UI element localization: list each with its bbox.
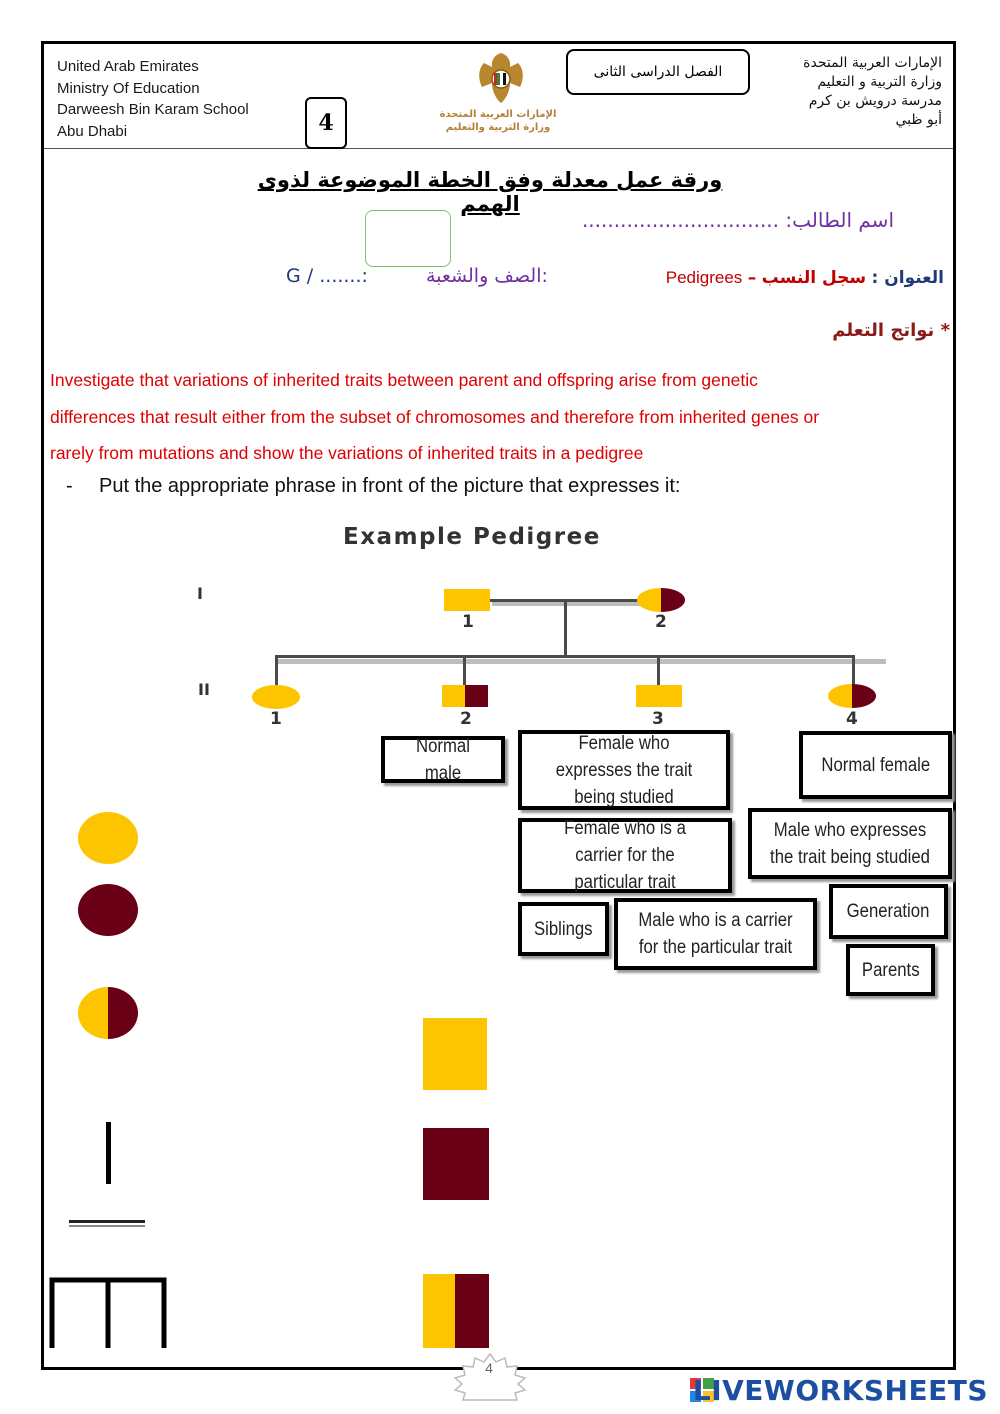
address-line-country: United Arab Emirates — [57, 58, 199, 75]
symbol-generation-line — [106, 1122, 111, 1184]
symbol-affected-male — [423, 1128, 489, 1200]
student-name-label: اسم الطالب: — [785, 208, 894, 232]
symbol-carrier-female — [76, 985, 140, 1041]
gen2-number-2: 2 — [460, 709, 472, 729]
address-line-ministry: Ministry Of Education — [57, 79, 200, 97]
phrase-card-male-expresses[interactable] — [748, 808, 952, 879]
english-address — [57, 56, 249, 142]
arabic-address-line: أبو ظبي — [895, 112, 942, 128]
learning-outcomes-heading: * نواتج التعلم — [832, 320, 950, 341]
topic-row — [666, 268, 944, 288]
student-name-blank[interactable]: ............................... — [581, 208, 780, 232]
phrase-card-female-expresses[interactable] — [518, 730, 730, 810]
line-shadow — [278, 659, 886, 664]
arabic-address — [803, 54, 942, 130]
uae-emblem-icon — [472, 49, 530, 107]
topic-label: العنوان : — [871, 268, 944, 288]
phrase-card-label: Female who expresses the trait being studied — [555, 732, 693, 808]
address-line-city: Abu Dhabi — [57, 122, 128, 140]
pedigree-title: Example Pedigree — [343, 524, 601, 550]
sibship-line — [275, 655, 855, 658]
phrase-card-siblings[interactable] — [518, 902, 609, 956]
arabic-address-line: مدرسة درويش بن كرم — [808, 93, 942, 109]
arabic-address-line: وزارة التربية و التعليم — [817, 74, 942, 90]
gen2-female-normal — [252, 685, 300, 709]
gen2-male-normal — [636, 685, 682, 707]
phrase-card-label: Normal female — [821, 754, 930, 776]
phrase-card-normal-male[interactable] — [381, 736, 505, 783]
footer-page-number: 4 — [485, 1360, 493, 1376]
objective-line: Investigate that variations of inherited traits between parent and offspring arise from genetic — [50, 370, 758, 390]
child-line-1 — [275, 655, 278, 687]
liveworksheets-brand[interactable]: LIVEWORKSHEETS — [692, 1374, 988, 1407]
topic-arabic: سجل النسب — [761, 268, 867, 288]
symbol-normal-male — [423, 1018, 487, 1090]
gen2-number-3: 3 — [652, 709, 664, 729]
symbol-mating-line — [69, 1220, 145, 1223]
worksheet-title: ورقة عمل معدلة وفق الخطة الموضوعة لذوى الهمم — [257, 168, 723, 216]
emblem-caption-line: وزارة التربية والتعليم — [445, 122, 551, 133]
gen1-female-carrier — [637, 588, 685, 612]
phrase-card-label: Male who expresses the trait being studied — [770, 819, 930, 868]
gen2-male-carrier — [442, 685, 488, 707]
phrase-card-label: Siblings — [534, 918, 593, 940]
generation-label-1: I — [197, 584, 203, 603]
generation-label-2: II — [198, 680, 210, 699]
phrase-card-label: Normal male — [416, 735, 470, 784]
instruction — [66, 475, 680, 498]
instruction-text: Put the appropriate phrase in front of the picture that expresses it: — [99, 475, 681, 497]
phrase-card-label: Parents — [861, 959, 920, 981]
arabic-address-line: الإمارات العربية المتحدة — [803, 55, 942, 71]
gen1-male-normal — [444, 589, 490, 611]
gen1-number-2: 2 — [655, 612, 667, 632]
grade-slash: / — [306, 265, 314, 287]
gen2-number-1: 1 — [270, 709, 282, 729]
phrase-card-normal-female[interactable] — [799, 731, 952, 799]
term-box: الفصل الدراسى الثانى — [566, 49, 750, 95]
class-section-label: الصف والشعبة: — [425, 265, 548, 287]
symbol-affected-female — [76, 882, 140, 938]
grade-letter: G — [286, 265, 301, 287]
phrase-card-generation[interactable] — [829, 884, 948, 939]
descent-line — [564, 601, 567, 656]
gen2-female-carrier — [828, 684, 876, 708]
score-box[interactable] — [365, 210, 451, 267]
class-section-row: G / .......: الصف والشعبة: — [286, 265, 548, 287]
phrase-card-male-carrier[interactable] — [614, 898, 817, 970]
objective-line: rarely from mutations and show the variations of inherited traits in a pedigree — [50, 443, 644, 463]
symbol-mating-line-shadow — [69, 1225, 145, 1227]
symbol-normal-female — [76, 810, 140, 866]
gen1-number-1: 1 — [462, 612, 474, 632]
gen2-number-4: 4 — [846, 709, 858, 729]
objective-line: differences that result either from the subset of chromosomes and therefore from inherited genes or — [50, 406, 820, 427]
student-name-row — [582, 208, 894, 232]
emblem-caption — [418, 108, 578, 134]
phrase-card-label: Generation — [847, 901, 930, 922]
address-line-school: Darweesh Bin Karam School — [57, 101, 249, 118]
child-line-3 — [657, 655, 660, 686]
topic-english: Pedigrees — [665, 268, 743, 287]
instruction-dash: - — [66, 475, 73, 497]
emblem-caption-line: الإمارات العربية المتحدة — [439, 109, 557, 120]
symbol-carrier-male — [423, 1274, 489, 1348]
child-line-4 — [852, 655, 855, 687]
learning-objective — [50, 362, 950, 472]
child-line-2 — [463, 655, 466, 686]
phrase-card-label: Female who is a carrier for the particular trait — [564, 818, 686, 893]
topic-dash: – — [747, 268, 757, 288]
section-blank[interactable]: ....... — [319, 265, 362, 287]
phrase-card-label: Male who is a carrier for the particular trait — [638, 910, 793, 958]
header-divider — [44, 148, 953, 149]
symbol-siblings-bracket — [49, 1276, 169, 1348]
page-frame — [41, 41, 956, 1370]
phrase-card-female-carrier[interactable] — [518, 818, 732, 893]
worksheet-number-box: 4 — [305, 97, 347, 149]
phrase-card-parents[interactable] — [846, 944, 935, 996]
